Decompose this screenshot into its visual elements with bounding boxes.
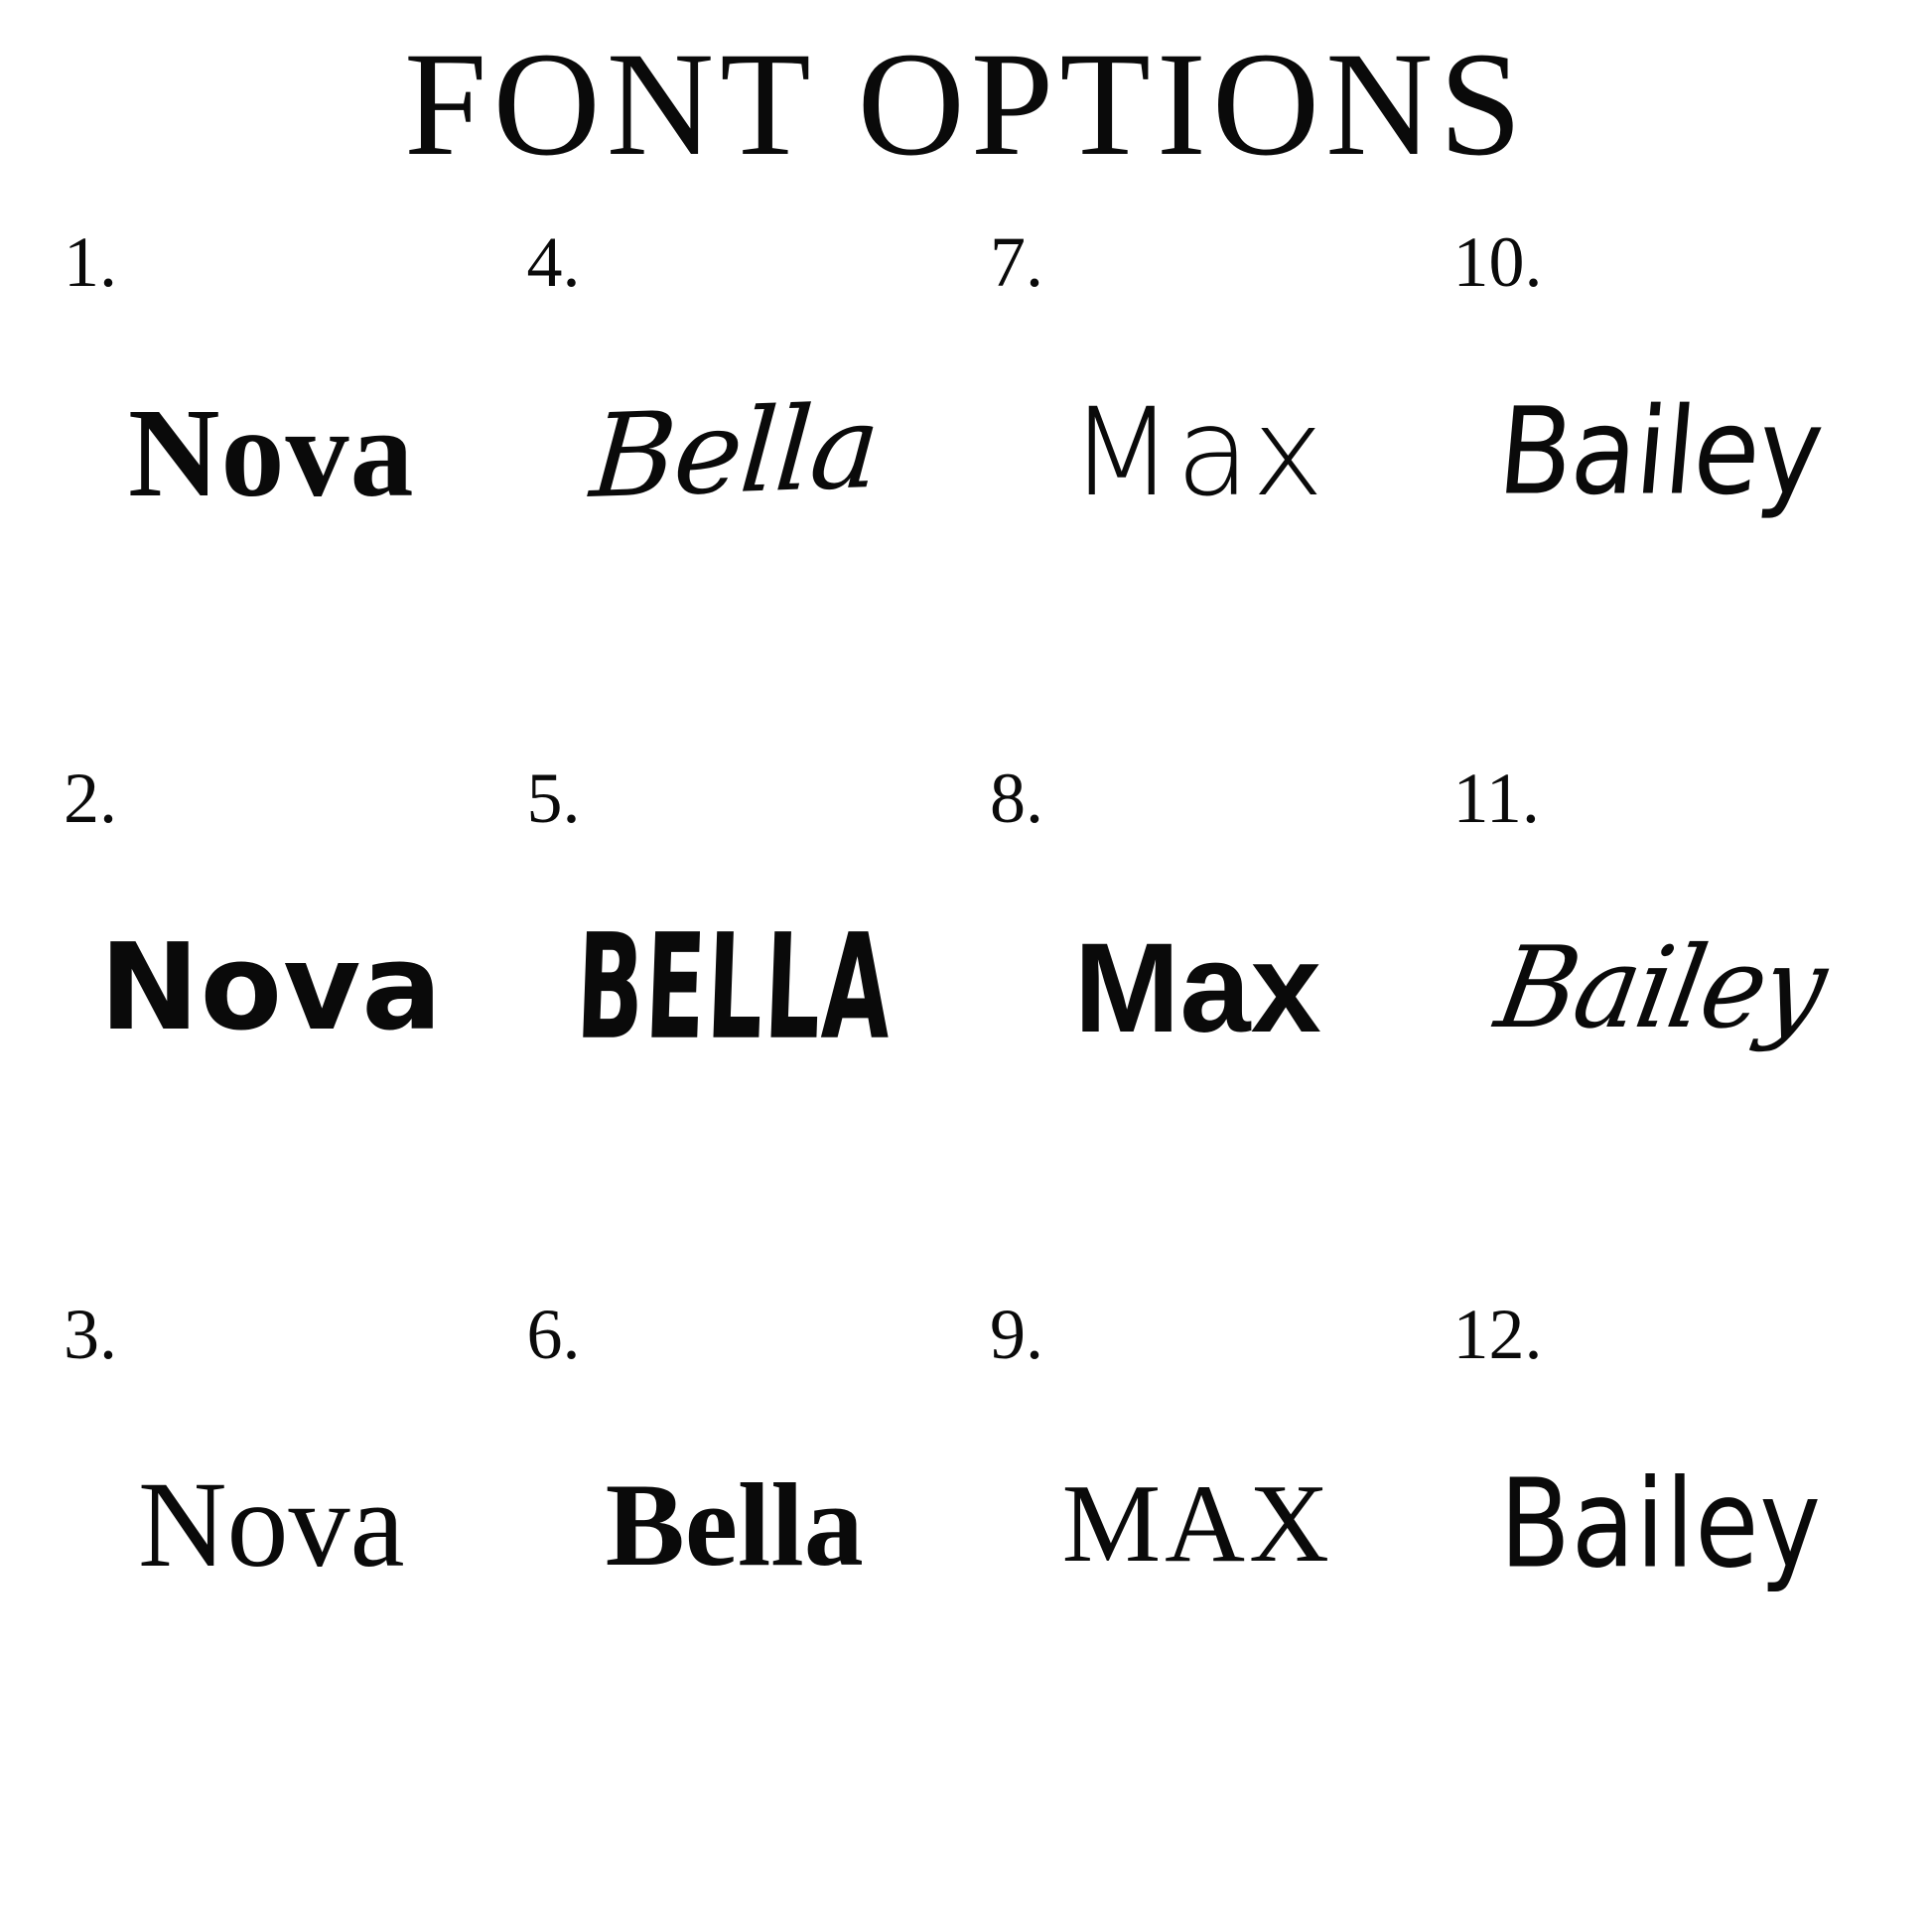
- font-sample-text: MAX: [1061, 1462, 1333, 1587]
- font-option-number: 1.: [64, 222, 117, 302]
- font-option-10[interactable]: [1430, 222, 1893, 762]
- font-options-grid: [0, 222, 1932, 1835]
- font-option-12[interactable]: [1430, 1295, 1893, 1835]
- font-sample-text: Max: [1069, 381, 1326, 523]
- page-title: FONT OPTIONS: [404, 22, 1528, 187]
- font-sample-wrapper: [1430, 304, 1893, 602]
- font-option-7[interactable]: [966, 222, 1430, 762]
- font-sample-wrapper: [966, 1376, 1430, 1674]
- font-sample-text: Nova: [128, 381, 415, 523]
- font-sample-wrapper: [966, 304, 1430, 602]
- font-option-2[interactable]: [40, 759, 503, 1299]
- font-option-1[interactable]: [40, 222, 503, 762]
- font-sample-text: Nova: [137, 1455, 405, 1592]
- font-sample-wrapper: [40, 840, 503, 1138]
- font-option-5[interactable]: [503, 759, 967, 1299]
- font-sample-wrapper: [1430, 840, 1893, 1138]
- font-option-number: 9.: [990, 1295, 1043, 1374]
- font-option-number: 10.: [1452, 222, 1543, 302]
- font-option-number: 3.: [64, 1295, 117, 1374]
- font-option-11[interactable]: [1430, 759, 1893, 1299]
- font-sample-wrapper: [40, 304, 503, 602]
- font-sample-wrapper: [966, 840, 1430, 1138]
- font-sample-wrapper: [503, 840, 967, 1138]
- font-sample-text: Bella: [605, 1458, 864, 1590]
- font-option-4[interactable]: [503, 222, 967, 762]
- font-option-number: 2.: [64, 759, 117, 838]
- font-option-number: 5.: [526, 759, 581, 838]
- font-sample-text: Nova: [99, 919, 444, 1057]
- font-sample-text: BELLA: [574, 903, 896, 1073]
- font-option-3[interactable]: [40, 1295, 503, 1835]
- font-option-number: 11.: [1452, 759, 1540, 838]
- font-sample-text: Bailey: [1487, 923, 1835, 1054]
- font-option-6[interactable]: [503, 1295, 967, 1835]
- font-sample-text: Max: [1073, 916, 1321, 1059]
- font-option-9[interactable]: [966, 1295, 1430, 1835]
- font-option-8[interactable]: [966, 759, 1430, 1299]
- font-option-number: 8.: [990, 759, 1043, 838]
- font-sample-wrapper: [1430, 1376, 1893, 1674]
- font-sample-text: Bailey: [1493, 382, 1829, 522]
- font-sample-wrapper: [503, 304, 967, 602]
- font-option-number: 12.: [1452, 1295, 1543, 1374]
- font-sample-text: Bella: [586, 380, 883, 525]
- font-sample-wrapper: [503, 1376, 967, 1674]
- font-option-number: 7.: [990, 222, 1043, 302]
- font-option-number: 6.: [526, 1295, 581, 1374]
- font-option-number: 4.: [526, 222, 581, 302]
- font-sample-wrapper: [40, 1376, 503, 1674]
- font-sample-text: Bailey: [1499, 1452, 1822, 1596]
